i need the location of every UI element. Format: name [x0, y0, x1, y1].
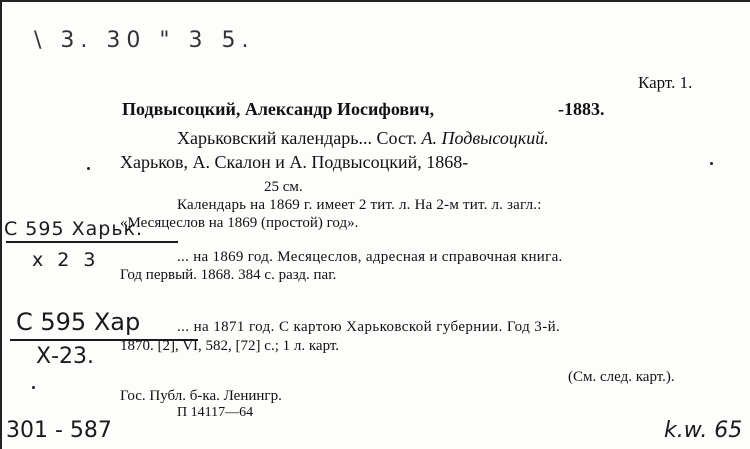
- handwritten-note: k.w. 65: [664, 418, 743, 443]
- entry-2-line-1: ... на 1871 год. С картою Харьковской губернии. Год 3-й.: [177, 319, 561, 335]
- death-year: -1883.: [558, 99, 605, 119]
- size-note: 25 см.: [264, 179, 303, 195]
- library-name: Гос. Публ. б-ка. Ленингр.: [120, 388, 282, 404]
- entry-1-line-2: Год первый. 1868. 384 с. разд. паг.: [120, 267, 337, 283]
- title-compiler: А. Подвысоцкий.: [421, 128, 549, 148]
- entry-2-line-2: 1870. [2], VI, 582, [72] с.; 1 л. карт.: [120, 338, 340, 354]
- order-number: П 14117—64: [177, 405, 254, 420]
- handwritten-shelfmark-1: С 595 Харьк.: [4, 218, 144, 240]
- handwritten-shelfmark-2: С 595 Хар: [16, 308, 141, 336]
- entry-1-line-1: ... на 1869 год. Месяцеслов, адресная и справочная книга.: [177, 249, 563, 265]
- handwritten-shelfmark-1b: х 2 3: [32, 249, 100, 271]
- speck: [710, 162, 713, 165]
- speck: [32, 386, 35, 389]
- speck: [87, 167, 90, 170]
- title-line-1: [177, 129, 549, 147]
- title-line-2: Харьков, А. Скалон и А. Подвысоцкий, 1868-: [120, 152, 469, 172]
- see-next-card: (См. след. карт.).: [568, 369, 675, 385]
- card-number: Карт. 1.: [638, 73, 693, 92]
- author-heading: Подвысоцкий, Александр Иосифович,: [122, 99, 435, 119]
- note-line-1: Календарь на 1869 г. имеет 2 тит. л. На 2-м тит. л. загл.:: [177, 197, 542, 213]
- top-stamp: \ 3. 30 " 3 5.: [34, 28, 255, 53]
- handwritten-shelfmark-2b: Х-23.: [36, 344, 94, 369]
- title-text: Харьковский календарь... Сост.: [177, 128, 422, 148]
- note-line-2: «Месяцеслов на 1869 (простой) год».: [120, 215, 359, 231]
- handwritten-underline: [6, 241, 178, 243]
- handwritten-inventory-number: 301 - 587: [6, 418, 112, 443]
